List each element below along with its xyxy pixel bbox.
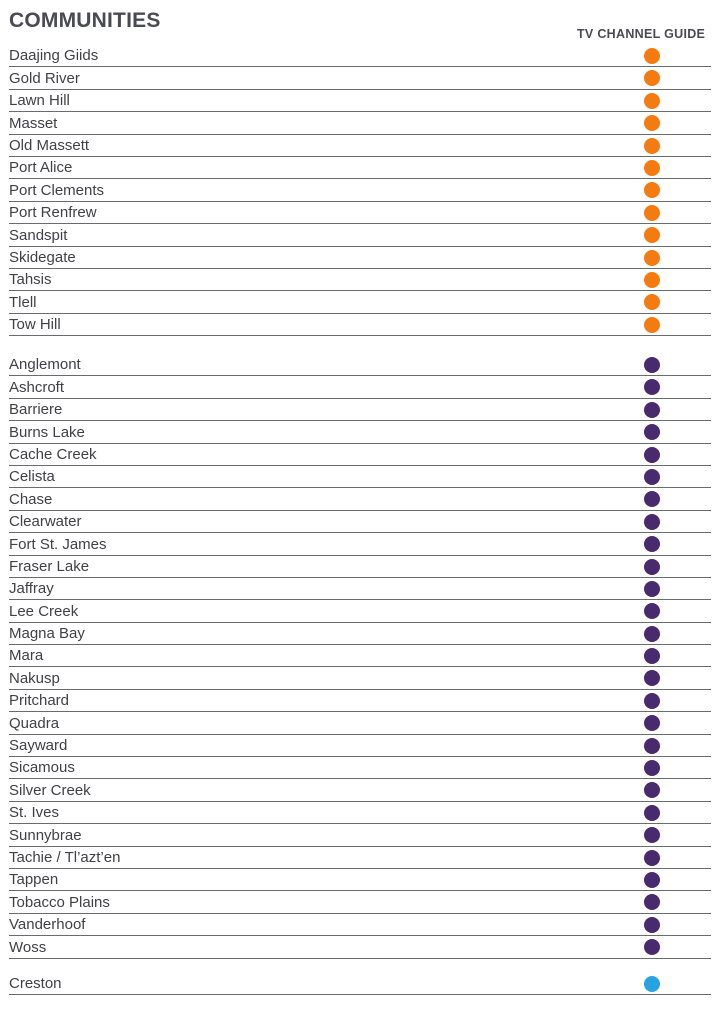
community-row	[9, 667, 711, 689]
tv-channel-guide-dot-icon[interactable]	[644, 514, 660, 530]
community-row	[9, 354, 711, 376]
community-name: Burns Lake	[9, 423, 85, 441]
tv-channel-guide-dot-icon[interactable]	[644, 491, 660, 507]
tv-channel-guide-dot-icon[interactable]	[644, 670, 660, 686]
community-row	[9, 779, 711, 801]
community-row	[9, 202, 711, 224]
community-row	[9, 578, 711, 600]
community-row	[9, 712, 711, 734]
community-row	[9, 291, 711, 313]
community-row	[9, 247, 711, 269]
tv-channel-guide-dot-icon[interactable]	[644, 227, 660, 243]
community-row	[9, 179, 711, 201]
community-name: Masset	[9, 114, 58, 132]
community-row	[9, 399, 711, 421]
tv-channel-guide-dot-icon[interactable]	[644, 850, 660, 866]
community-row	[9, 645, 711, 667]
community-name: Sandspit	[9, 226, 68, 244]
community-row	[9, 466, 711, 488]
community-row	[9, 973, 711, 995]
community-row	[9, 690, 711, 712]
community-name: Port Renfrew	[9, 204, 97, 222]
community-row	[9, 511, 711, 533]
community-name: Clearwater	[9, 513, 82, 531]
community-row	[9, 735, 711, 757]
community-name: Tachie / Tl’azt’en	[9, 848, 121, 866]
community-name: Silver Creek	[9, 781, 91, 799]
community-row	[9, 157, 711, 179]
community-name: Tobacco Plains	[9, 893, 110, 911]
community-name: Vanderhoof	[9, 916, 86, 934]
tv-channel-guide-dot-icon[interactable]	[644, 917, 660, 933]
tv-channel-guide-dot-icon[interactable]	[644, 357, 660, 373]
community-name: St. Ives	[9, 804, 60, 822]
tv-channel-guide-dot-icon[interactable]	[644, 693, 660, 709]
community-row	[9, 824, 711, 846]
tv-channel-guide-dot-icon[interactable]	[644, 402, 660, 418]
tv-channel-guide-dot-icon[interactable]	[644, 603, 660, 619]
community-row	[9, 623, 711, 645]
tv-channel-guide-dot-icon[interactable]	[644, 138, 660, 154]
tv-channel-guide-dot-icon[interactable]	[644, 379, 660, 395]
tv-channel-guide-dot-icon[interactable]	[644, 894, 660, 910]
tv-channel-guide-dot-icon[interactable]	[644, 782, 660, 798]
community-row	[9, 802, 711, 824]
community-name: Sunnybrae	[9, 826, 82, 844]
community-row	[9, 869, 711, 891]
tv-channel-guide-dot-icon[interactable]	[644, 648, 660, 664]
community-row	[9, 67, 711, 89]
community-name: Fraser Lake	[9, 557, 90, 575]
community-name: Ashcroft	[9, 378, 65, 396]
tv-channel-guide-dot-icon[interactable]	[644, 872, 660, 888]
community-name: Lee Creek	[9, 602, 79, 620]
tv-channel-guide-dot-icon[interactable]	[644, 760, 660, 776]
community-name: Daajing Giids	[9, 47, 99, 65]
community-name: Sayward	[9, 737, 68, 755]
tv-channel-guide-dot-icon[interactable]	[644, 715, 660, 731]
community-name: Fort St. James	[9, 535, 107, 553]
tv-channel-guide-dot-icon[interactable]	[644, 48, 660, 64]
tv-channel-guide-dot-icon[interactable]	[644, 536, 660, 552]
community-row	[9, 936, 711, 958]
tv-channel-guide-dot-icon[interactable]	[644, 182, 660, 198]
community-name: Creston	[9, 975, 62, 993]
community-group-blue	[9, 973, 711, 995]
community-name: Cache Creek	[9, 445, 97, 463]
community-name: Tappen	[9, 871, 59, 889]
community-row	[9, 533, 711, 555]
tv-channel-guide-dot-icon[interactable]	[644, 115, 660, 131]
community-row	[9, 314, 711, 336]
tv-channel-guide-dot-icon[interactable]	[644, 93, 660, 109]
community-row	[9, 90, 711, 112]
tv-channel-guide-dot-icon[interactable]	[644, 272, 660, 288]
tv-channel-guide-dot-icon[interactable]	[644, 294, 660, 310]
tv-channel-guide-dot-icon[interactable]	[644, 827, 660, 843]
community-name: Woss	[9, 938, 47, 956]
tv-channel-guide-dot-icon[interactable]	[644, 581, 660, 597]
community-row	[9, 269, 711, 291]
community-name: Celista	[9, 468, 55, 486]
community-row	[9, 847, 711, 869]
community-name: Chase	[9, 490, 53, 508]
tv-channel-guide-dot-icon[interactable]	[644, 805, 660, 821]
community-name: Skidegate	[9, 248, 76, 266]
tv-channel-guide-dot-icon[interactable]	[644, 447, 660, 463]
community-name: Port Alice	[9, 159, 73, 177]
tv-channel-guide-dot-icon[interactable]	[644, 70, 660, 86]
tv-channel-guide-dot-icon[interactable]	[644, 559, 660, 575]
community-name: Gold River	[9, 69, 80, 87]
tv-channel-guide-dot-icon[interactable]	[644, 250, 660, 266]
community-name: Lawn Hill	[9, 92, 70, 110]
tv-channel-guide-dot-icon[interactable]	[644, 626, 660, 642]
tv-channel-guide-dot-icon[interactable]	[644, 160, 660, 176]
community-name: Pritchard	[9, 692, 70, 710]
community-name: Magna Bay	[9, 625, 85, 643]
community-name: Barriere	[9, 401, 63, 419]
tv-channel-guide-dot-icon[interactable]	[644, 317, 660, 333]
community-row	[9, 488, 711, 510]
community-row	[9, 444, 711, 466]
community-name: Tahsis	[9, 271, 52, 289]
tv-channel-guide-dot-icon[interactable]	[644, 738, 660, 754]
community-row	[9, 376, 711, 398]
community-row	[9, 757, 711, 779]
community-group-purple	[9, 354, 711, 959]
community-name: Tlell	[9, 293, 37, 311]
tv-channel-guide-dot-icon[interactable]	[644, 469, 660, 485]
community-name: Port Clements	[9, 181, 105, 199]
community-row	[9, 556, 711, 578]
community-name: Quadra	[9, 714, 60, 732]
community-name: Mara	[9, 647, 44, 665]
tv-channel-guide-dot-icon[interactable]	[644, 424, 660, 440]
community-name: Anglemont	[9, 356, 81, 374]
community-group-orange	[9, 45, 711, 336]
community-row	[9, 421, 711, 443]
community-row	[9, 914, 711, 936]
community-name: Sicamous	[9, 759, 75, 777]
community-row	[9, 45, 711, 67]
tv-channel-guide-dot-icon[interactable]	[644, 205, 660, 221]
community-row	[9, 224, 711, 246]
community-row	[9, 112, 711, 134]
page-title: COMMUNITIES	[9, 9, 161, 32]
community-name: Old Massett	[9, 136, 90, 154]
community-name: Jaffray	[9, 580, 54, 598]
community-row	[9, 891, 711, 913]
tv-channel-guide-header: TV CHANNEL GUIDE	[577, 27, 706, 41]
community-name: Nakusp	[9, 669, 60, 687]
community-row	[9, 135, 711, 157]
tv-channel-guide-dot-icon[interactable]	[644, 939, 660, 955]
tv-channel-guide-dot-icon[interactable]	[644, 976, 660, 992]
community-name: Tow Hill	[9, 316, 61, 334]
community-row	[9, 600, 711, 622]
